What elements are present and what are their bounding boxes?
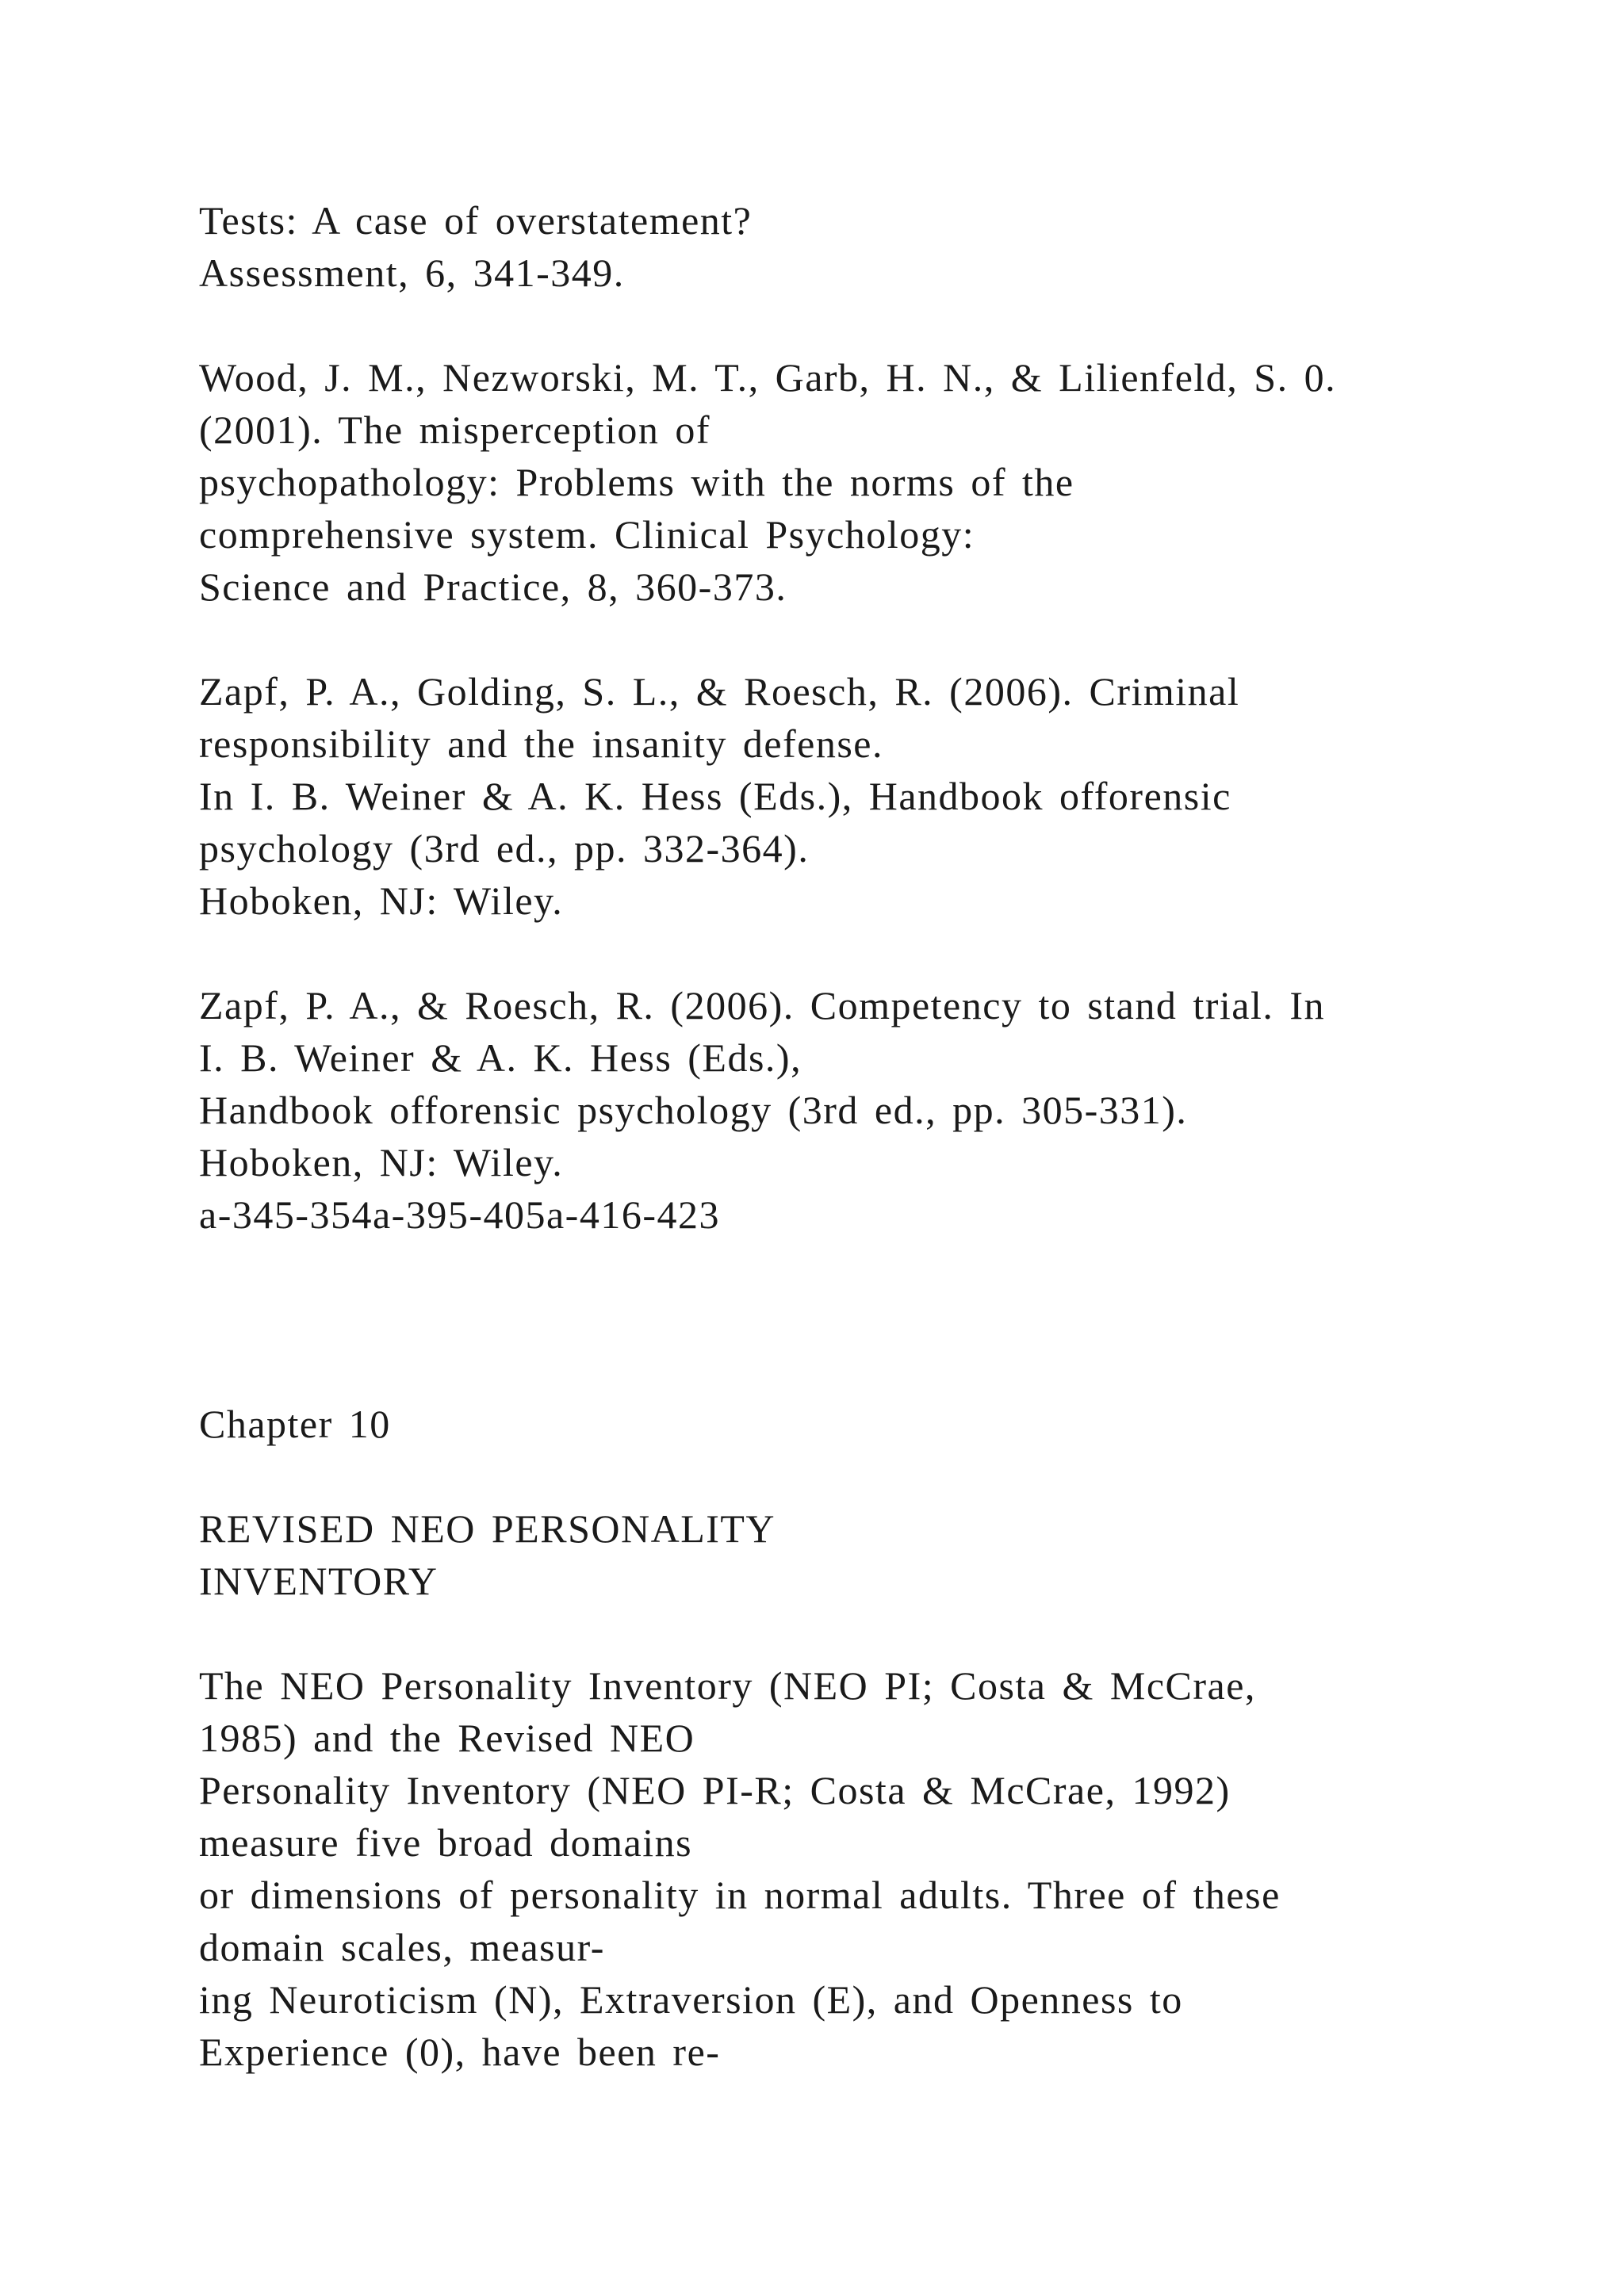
section-gap	[199, 1241, 1468, 1398]
chapter-title-line: INVENTORY	[199, 1559, 439, 1603]
chapter-number: Chapter 10	[199, 1402, 391, 1446]
paragraph-gap	[199, 1607, 1468, 1659]
text-line: Zapf, P. A., Golding, S. L., & Roesch, R. (2006). Criminal	[199, 669, 1240, 714]
text-line: Assessment, 6, 341-349.	[199, 251, 625, 295]
text-line: ing Neuroticism (N), Extraversion (E), and Openness to	[199, 1977, 1183, 2022]
chapter-title	[199, 1502, 1468, 1607]
reference-entry-wood	[199, 351, 1468, 613]
text-line: Experience (0), have been re-	[199, 2030, 721, 2074]
text-line: domain scales, measur-	[199, 1925, 605, 1969]
text-line: 1985) and the Revised NEO	[199, 1716, 695, 1760]
text-line: Hoboken, NJ: Wiley.	[199, 1140, 564, 1184]
text-line: comprehensive system. Clinical Psychology:	[199, 512, 975, 557]
paragraph-gap	[199, 299, 1468, 351]
text-line: psychology (3rd ed., pp. 332-364).	[199, 826, 810, 871]
text-line: psychopathology: Problems with the norms of the	[199, 460, 1074, 504]
document-page	[199, 194, 1468, 2078]
paragraph-gap	[199, 1450, 1468, 1502]
text-line: Science and Practice, 8, 360-373.	[199, 564, 787, 609]
text-line: measure five broad domains	[199, 1820, 693, 1865]
text-line: Zapf, P. A., & Roesch, R. (2006). Competency to stand trial. In	[199, 983, 1326, 1027]
text-line: Handbook offorensic psychology (3rd ed., pp. 305-331).	[199, 1088, 1188, 1132]
text-line: Tests: A case of overstatement?	[199, 198, 753, 243]
text-line: or dimensions of personality in normal adults. Three of these	[199, 1873, 1281, 1917]
text-line: (2001). The misperception of	[199, 408, 711, 452]
chapter-title-line: REVISED NEO PERSONALITY	[199, 1506, 776, 1551]
text-line: The NEO Personality Inventory (NEO PI; Costa & McCrae,	[199, 1663, 1256, 1708]
text-line: I. B. Weiner & A. K. Hess (Eds.),	[199, 1035, 802, 1080]
chapter-label	[199, 1398, 1468, 1450]
paragraph-gap	[199, 927, 1468, 979]
text-line: Hoboken, NJ: Wiley.	[199, 878, 564, 923]
reference-entry-zapf-golding	[199, 665, 1468, 927]
text-line: Personality Inventory (NEO PI-R; Costa & McCrae, 1992)	[199, 1768, 1231, 1812]
reference-entry-zapf-roesch	[199, 979, 1468, 1241]
paragraph-gap	[199, 613, 1468, 665]
text-line: In I. B. Weiner & A. K. Hess (Eds.), Handbook offorensic	[199, 774, 1231, 818]
page-range-marker: a-345-354a-395-405a-416-423	[199, 1192, 720, 1237]
text-line: responsibility and the insanity defense.	[199, 721, 884, 766]
intro-paragraph	[199, 1659, 1468, 2078]
reference-entry-tail	[199, 194, 1468, 299]
text-line: Wood, J. M., Nezworski, M. T., Garb, H. N., & Lilienfeld, S. 0.	[199, 355, 1337, 400]
